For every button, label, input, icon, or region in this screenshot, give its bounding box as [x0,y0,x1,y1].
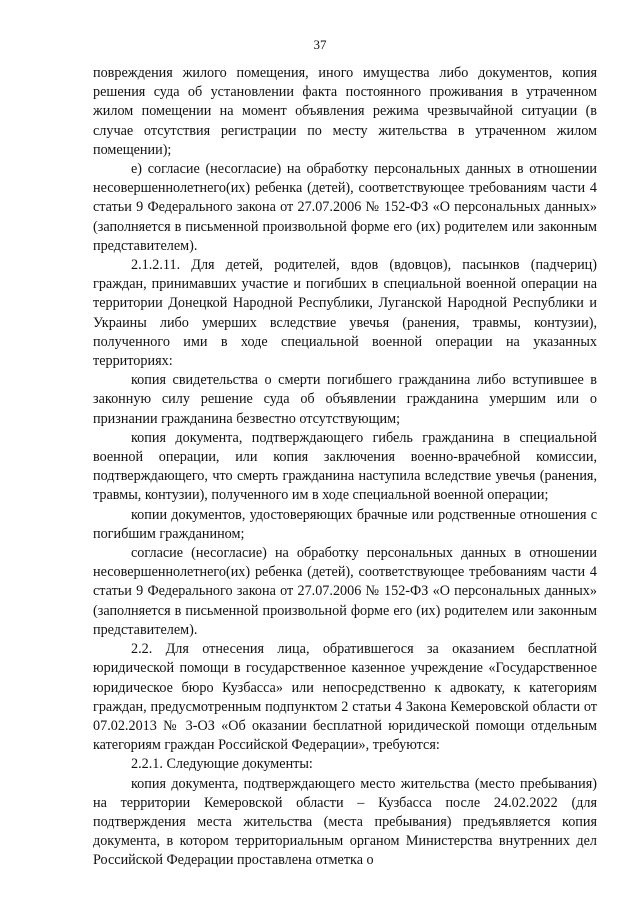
paragraph-death-confirmation: копия документа, подтверждающего гибель гражданина в специальной военной операции, или копия заключения военно-врачебной комиссии, подтверждающего, что смерть гражданина наступила вследствие увечья (ранения, травмы, контузии), полученного им в ходе специальной военной операции; [93,429,597,504]
document-body [93,64,597,871]
paragraph-2-2: 2.2. Для отнесения лица, обратившегося за оказанием бесплатной юридической помощи в государственное казенное учреждение «Государственное юридическое бюро Кузбасса» или непосредственно к адвокату, к категориям граждан, предусмотренным подпунктом 2 статьи 4 Закона Кемеровской области от 07.02.2013 № 3-ОЗ «Об оказании бесплатной юридической помощи отдельным категориям граждан Российской Федерации», требуются: [93,641,597,754]
paragraph-2-2-1: 2.2.1. Следующие документы: [131,756,313,773]
paragraph-consent-minors: е) согласие (несогласие) на обработку персональных данных в отношении несовершеннолетнего(их) ребенка (детей), соответствующее требованиям части 4 статьи 9 Федерального закона от 27.07.2006 № 152-ФЗ «О персональных данных» (заполняется в письменной произвольной форме его (их) родителем или законным представителем). [93,161,597,254]
paragraph-death-certificate: копия свидетельства о смерти погибшего гражданина либо вступившее в законную силу решение суда об объявлении гражданина умершим или о признании гражданина безвестно отсутствующим; [93,372,597,427]
paragraph-fragment-previous: повреждения жилого помещения, иного имущества либо документов, копия решения суда об установлении факта постоянного проживания в утраченном жилом помещении на момент объявления режима чрезвычайной ситуации (в случае отсутствия регистрации по месту жительства в утраченном жилом помещении); [93,65,597,158]
paragraph-residence-document: копия документа, подтверждающего место жительства (место пребывания) на территории Кемеровской области – Кузбасса после 24.02.2022 (для подтверждения места жительства (места пребывания) предъявляется копия документа, в котором территориальным органом Министерства внутренних дел Российской Федерации проставлена отметка о [93,775,597,869]
page-number: 37 [313,37,327,52]
paragraph-relationship-documents: копии документов, удостоверяющих брачные или родственные отношения с погибшим гражданином; [93,506,597,542]
paragraph-consent-personal-data: согласие (несогласие) на обработку персональных данных в отношении несовершеннолетнего(их) ребенка (детей), соответствующее требованиям части 4 статьи 9 Федерального закона от 27.07.2006 № 152-ФЗ «О персональных данных» (заполняется в письменной произвольной форме его (их) родителем или законным представителем). [93,545,597,638]
paragraph-2-1-2-11: 2.1.2.11. Для детей, родителей, вдов (вдовцов), пасынков (падчериц) граждан, принимавших участие и погибших в специальной военной операции на территории Донецкой Народной Республики, Луганской Народной Республики и Украины либо умерших вследствие увечья (ранения, травмы, контузии), полученного ими в ходе специальной военной операции на указанных территориях: [93,257,597,370]
